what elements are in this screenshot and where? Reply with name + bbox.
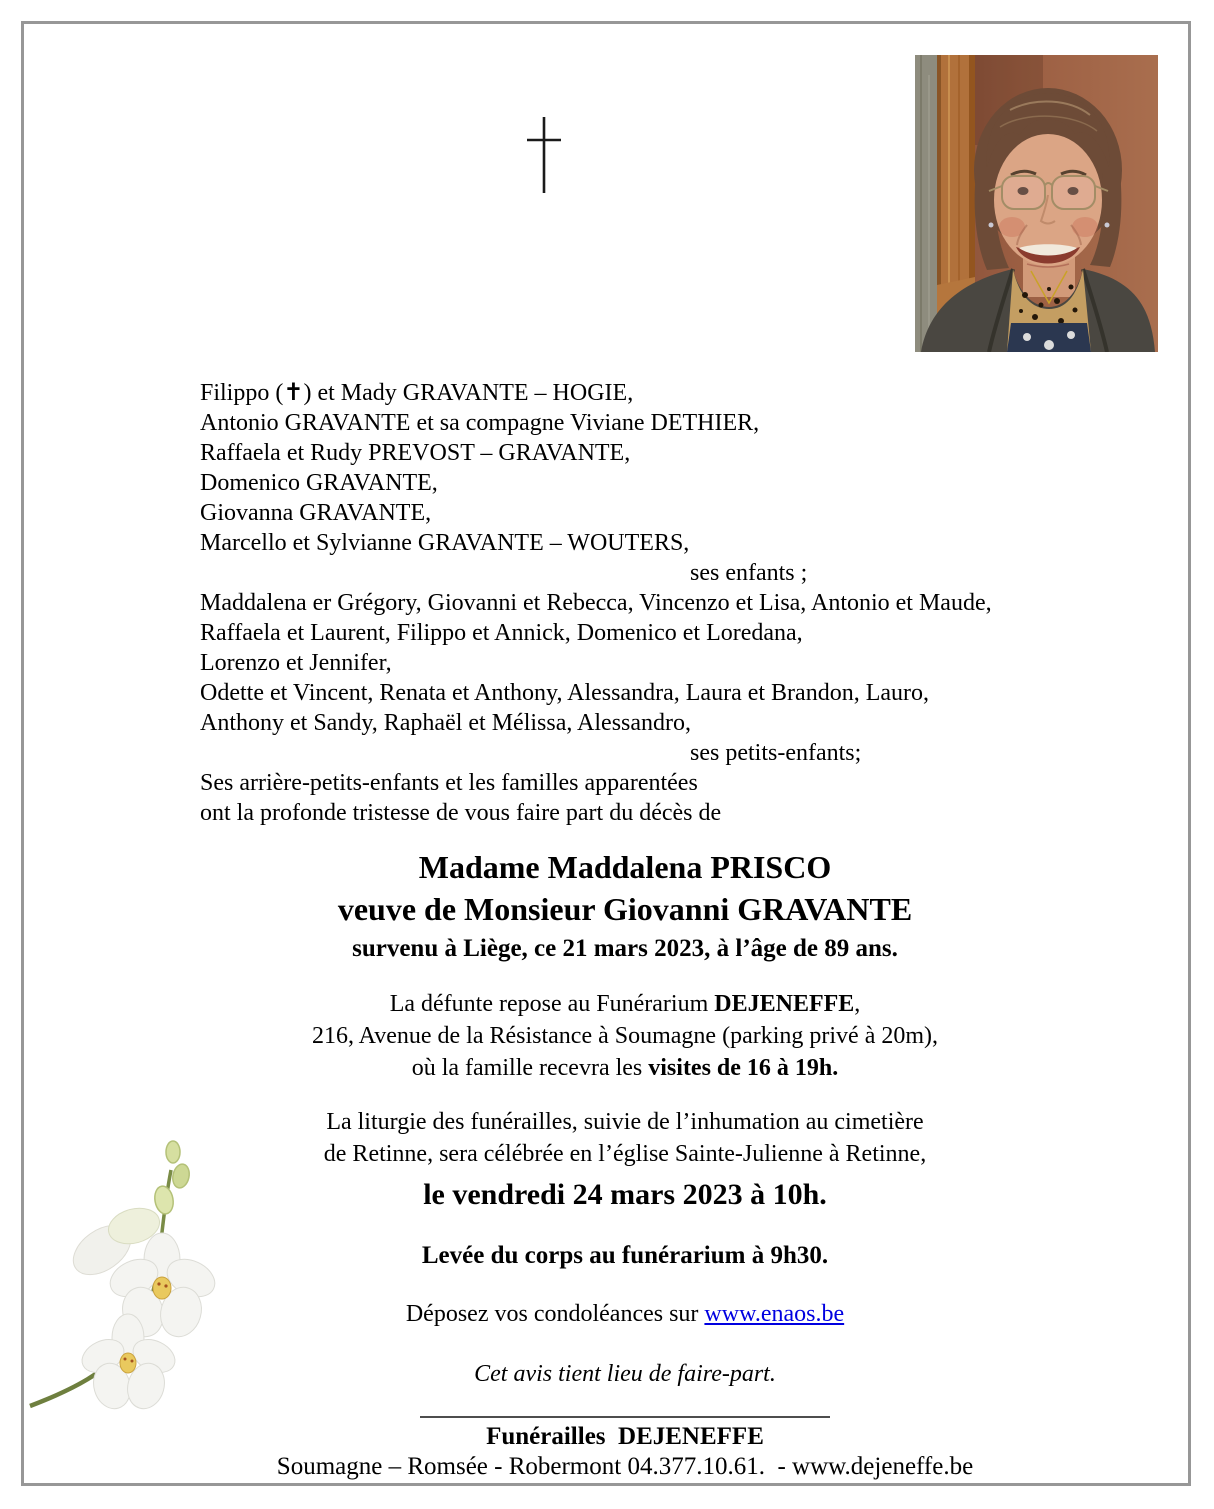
funeral-home-address: Soumagne – Romsée - Robermont 04.377.10.61. - www.dejeneffe.be bbox=[276, 1453, 974, 1480]
family-line: Marcello et Sylvianne GRAVANTE – WOUTERS, bbox=[200, 530, 690, 556]
liturgy-paragraph bbox=[200, 1106, 1050, 1170]
deceased-name: Madame Maddalena PRISCO bbox=[418, 849, 832, 885]
notice-line: Cet avis tient lieu de faire-part. bbox=[474, 1361, 776, 1387]
closing-line: ont la profonde tristesse de vous faire part du décès de bbox=[200, 800, 722, 826]
condolence-line bbox=[200, 1301, 1050, 1328]
latin-cross-icon bbox=[526, 116, 562, 194]
footer-divider bbox=[420, 1416, 830, 1418]
latin-cross-svg bbox=[526, 116, 562, 194]
grandchildren-line: Odette et Vincent, Renata et Anthony, Alessandra, Laura et Brandon, Lauro, bbox=[200, 680, 929, 706]
deceased-portrait-photo bbox=[915, 55, 1158, 352]
grandchildren-line: Raffaela et Laurent, Filippo et Annick, Domenico et Loredana, bbox=[200, 620, 803, 646]
liturgy-line-2: de Retinne, sera célébrée en l’église Sainte-Julienne à Retinne, bbox=[323, 1141, 927, 1167]
death-details-line: survenu à Liège, ce 21 mars 2023, à l’âge de 89 ans. bbox=[352, 935, 898, 962]
repose-line-1-text: La défunte repose au Funérarium bbox=[389, 991, 715, 1017]
repose-line-2: 216, Avenue de la Résistance à Soumagne (parking privé à 20m), bbox=[311, 1023, 939, 1049]
funeral-home-name: Funérailles DEJENEFFE bbox=[486, 1423, 764, 1450]
deceased-widow-line: veuve de Monsieur Giovanni GRAVANTE bbox=[337, 891, 913, 927]
closing-line: Ses arrière-petits-enfants et les familles apparentées bbox=[200, 770, 698, 796]
family-line: Raffaela et Rudy PREVOST – GRAVANTE, bbox=[200, 440, 631, 466]
repose-line-1: La défunte repose au Funérarium DEJENEFFE, bbox=[389, 991, 861, 1017]
condolence-text: Déposez vos condoléances sur bbox=[405, 1301, 705, 1327]
visit-hours: visites de 16 à 19h. bbox=[648, 1055, 839, 1081]
family-line: Giovanna GRAVANTE, bbox=[200, 500, 432, 526]
grandchildren-line: Maddalena er Grégory, Giovanni et Rebecca, Vincenzo et Lisa, Antonio et Maude, bbox=[200, 590, 992, 616]
family-line: Antonio GRAVANTE et sa compagne Viviane DETHIER, bbox=[200, 410, 760, 436]
grandchildren-line: Anthony et Sandy, Raphaël et Mélissa, Alessandro, bbox=[200, 710, 692, 736]
family-list bbox=[200, 378, 1080, 828]
portrait-svg bbox=[915, 55, 1158, 352]
funeral-home-name-inline: DEJENEFFE bbox=[714, 991, 855, 1017]
grandchildren-label: ses petits-enfants; bbox=[690, 740, 862, 766]
grandchildren-line: Lorenzo et Jennifer, bbox=[200, 650, 392, 676]
repose-line-3: où la famille recevra les visites de 16 à 19h. bbox=[411, 1055, 839, 1081]
funeral-date-line: le vendredi 24 mars 2023 à 10h. bbox=[423, 1178, 827, 1211]
enaos-link[interactable]: www.enaos.be bbox=[704, 1301, 845, 1327]
children-label: ses enfants ; bbox=[690, 560, 808, 586]
liturgy-line-1: La liturgie des funérailles, suivie de l’inhumation au cimetière bbox=[326, 1109, 924, 1135]
levee-line: Levée du corps au funérarium à 9h30. bbox=[421, 1242, 829, 1269]
repose-paragraph bbox=[200, 988, 1050, 1084]
family-line: Filippo (✝) et Mady GRAVANTE – HOGIE, bbox=[200, 380, 634, 406]
family-line: Domenico GRAVANTE, bbox=[200, 470, 438, 496]
